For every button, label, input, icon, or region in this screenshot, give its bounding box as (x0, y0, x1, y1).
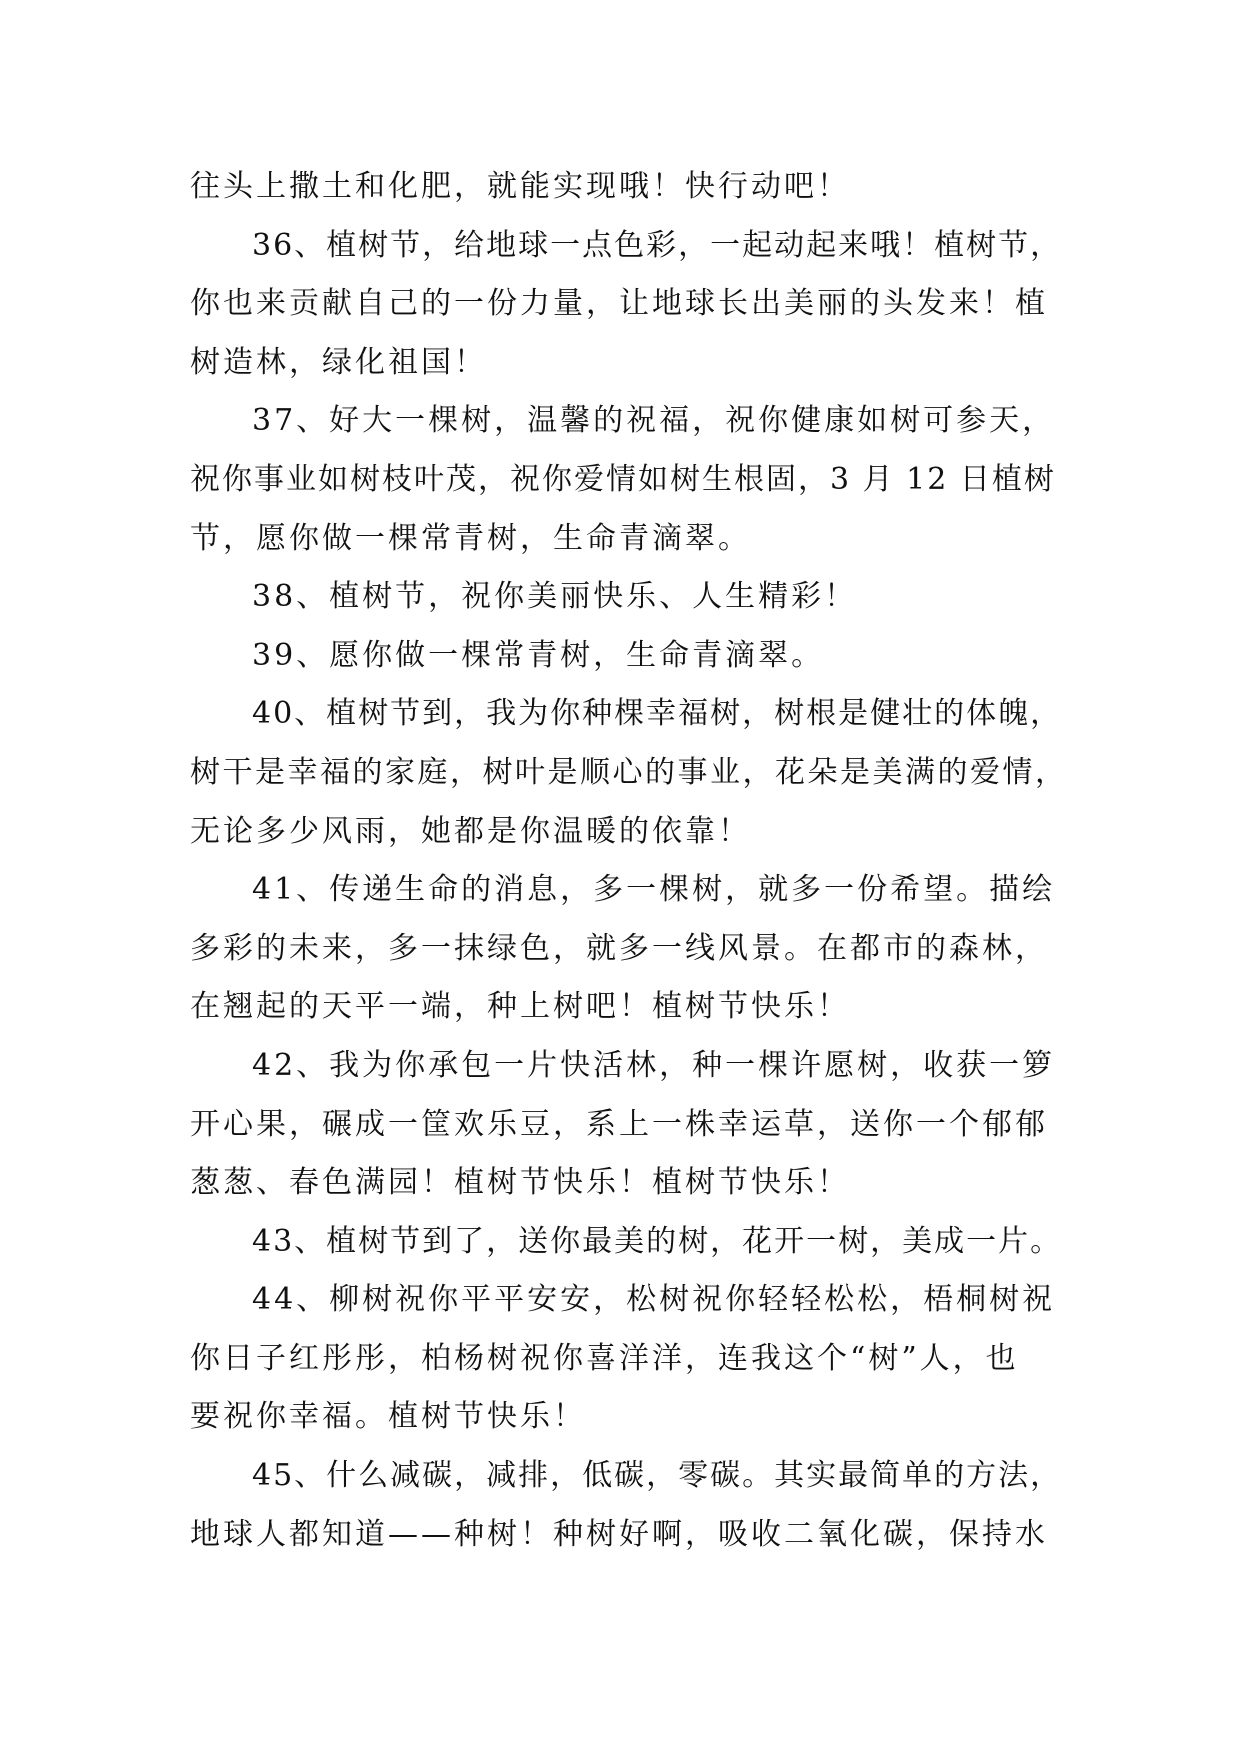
text-line: 36、植树节，给地球一点色彩，一起动起来哦！植树节， (252, 227, 1063, 263)
text-line: 祝你事业如树枝叶茂，祝你爱情如树生根固，3 月 12 日植树 (190, 461, 1056, 497)
text-line: 节，愿你做一棵常青树，生命青滴翠。 (190, 520, 751, 556)
text-line: 41、传递生命的消息，多一棵树，就多一份希望。描绘 (252, 872, 1056, 908)
text-line: 44、柳树祝你平平安安，松树祝你轻轻松松，梧桐树祝 (252, 1282, 1056, 1318)
text-line: 树造林，绿化祖国！ (190, 344, 487, 380)
text-line: 在翘起的天平一端，种上树吧！植树节快乐！ (190, 989, 850, 1025)
text-line: 43、植树节到了，送你最美的树，花开一树，美成一片。 (252, 1223, 1063, 1259)
text-line: 40、植树节到，我为你种棵幸福树，树根是健壮的体魄， (252, 696, 1063, 732)
text-line: 45、什么减碳，减排，低碳，零碳。其实最简单的方法， (252, 1458, 1063, 1494)
text-line: 要祝你幸福。植树节快乐！ (190, 1399, 586, 1435)
text-line: 地球人都知道——种树！种树好啊，吸收二氧化碳，保持水 (190, 1516, 1048, 1552)
text-line: 无论多少风雨，她都是你温暖的依靠！ (190, 813, 751, 849)
text-line: 39、愿你做一棵常青树，生命青滴翠。 (252, 637, 825, 673)
text-line: 42、我为你承包一片快活林，种一棵许愿树，收获一箩 (252, 1047, 1056, 1083)
text-line: 37、好大一棵树，温馨的祝福，祝你健康如树可参天， (252, 403, 1056, 439)
text-line: 多彩的未来，多一抹绿色，就多一线风景。在都市的森林， (190, 930, 1048, 966)
text-line: 葱葱、春色满园！植树节快乐！植树节快乐！ (190, 1165, 850, 1201)
text-line: 你日子红彤彤，柏杨树祝你喜洋洋，连我这个“树”人，也 (190, 1340, 1019, 1376)
document-body (190, 158, 1068, 1564)
text-line: 开心果，碾成一筐欢乐豆，系上一株幸运草，送你一个郁郁 (190, 1106, 1048, 1142)
text-line: 树干是幸福的家庭，树叶是顺心的事业，花朵是美满的爱情， (190, 754, 1068, 790)
text-line: 你也来贡献自己的一份力量，让地球长出美丽的头发来！植 (190, 286, 1048, 322)
text-line: 往头上撒土和化肥，就能实现哦！快行动吧！ (190, 169, 850, 204)
text-line: 38、植树节，祝你美丽快乐、人生精彩！ (252, 579, 858, 615)
